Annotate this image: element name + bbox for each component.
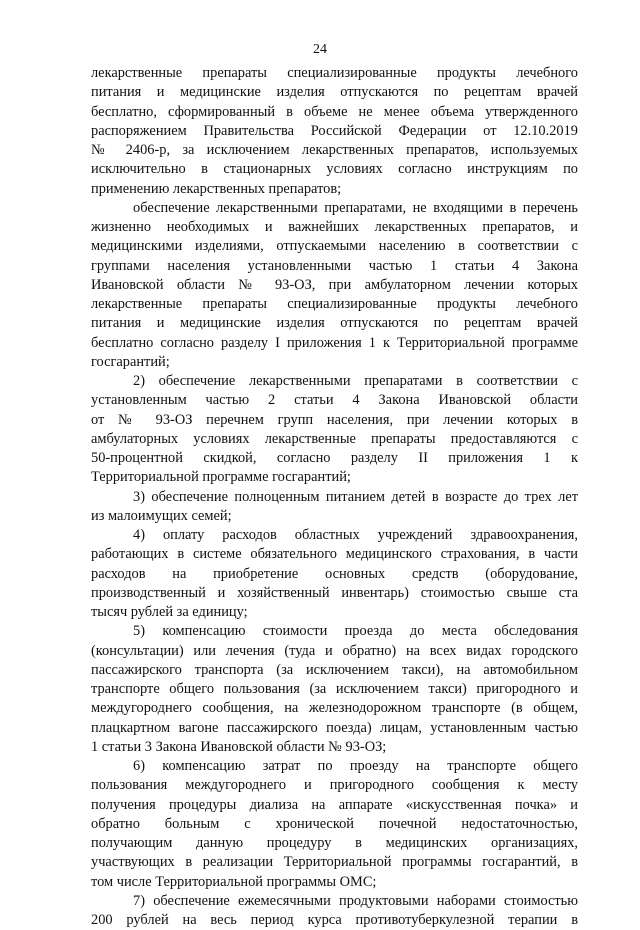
text-line: (консультации) или лечения (туда и обратно) на всех видах городского xyxy=(91,642,578,659)
text-line: питания и медицинские изделия отпускаются по рецептам врачей xyxy=(91,84,578,101)
text-line: установленным частью 2 статьи 4 Закона Ивановской области xyxy=(91,392,578,409)
text-line: расходов на приобретение основных средств (оборудование, xyxy=(91,565,578,582)
text-line: жизненно необходимых и важнейших лекарственных препаратов, и xyxy=(91,219,578,235)
text-line: Территориальной программе госгарантий; xyxy=(91,469,351,486)
text-line: плацкартном вагоне пассажирского поезда) лицам, установленным частью xyxy=(91,719,578,736)
text-line: обратно больным с хронической почечной недостаточностью, xyxy=(91,815,578,832)
text-line: применению лекарственных препаратов; xyxy=(91,180,342,197)
text-line: том числе Территориальной программы ОМС; xyxy=(91,873,377,890)
text-line: получающим данную процедуру в медицинских организациях, xyxy=(91,835,578,851)
text-line: из малоимущих семей; xyxy=(91,507,232,524)
text-line: обеспечение лекарственными препаратами, не входящими в перечень xyxy=(133,199,578,216)
text-line: Ивановской области № 93-ОЗ, при амбулаторном лечении которых xyxy=(91,276,578,293)
text-line: исключительно в стационарных условиях согласно инструкциям по xyxy=(91,161,578,178)
text-line: пассажирского транспорта (за исключением такси), на автомобильном xyxy=(91,661,578,678)
page-number: 24 xyxy=(313,42,327,57)
text-line: 2) обеспечение лекарственными препаратами в соответствии с xyxy=(133,373,578,389)
text-line: 200 рублей на весь период курса противотуберкулезной терапии в xyxy=(91,912,578,928)
text-line: медицинскими изделиями, отпускаемыми населению в соответствии с xyxy=(91,238,578,255)
text-line: распоряжением Правительства Российской Федерации от 12.10.2019 xyxy=(91,122,578,139)
text-line: 4) оплату расходов областных учреждений здравоохранения, xyxy=(133,527,578,543)
text-line: госгарантий; xyxy=(91,353,170,370)
body-text xyxy=(91,64,578,930)
text-line: лекарственные препараты специализированные продукты лечебного xyxy=(91,65,578,81)
text-line: лекарственные препараты специализированные продукты лечебного xyxy=(91,296,578,312)
text-line: пользования междугороднего и пригородного сообщения к месту xyxy=(91,777,578,794)
text-line: бесплатно согласно разделу I приложения 1 к Территориальной программе xyxy=(91,334,578,351)
text-line: 1 статьи 3 Закона Ивановской области № 93-ОЗ; xyxy=(91,738,387,755)
text-line: междугороднего сообщения, на железнодорожном транспорте (в общем, xyxy=(91,700,578,717)
text-line: 50-процентной скидкой, согласно разделу II приложения 1 к xyxy=(91,450,578,466)
text-line: группами населения установленными частью 1 статьи 4 Закона xyxy=(91,257,578,274)
text-line: производственный и хозяйственный инвентарь) стоимостью свыше ста xyxy=(91,584,578,601)
text-line: тысяч рублей за единицу; xyxy=(91,604,248,620)
text-line: 6) компенсацию затрат по проезду на транспорте общего xyxy=(133,758,578,774)
text-line: от № 93-ОЗ перечнем групп населения, при лечении которых в xyxy=(91,411,578,428)
text-line: 5) компенсацию стоимости проезда до места обследования xyxy=(133,623,578,640)
text-line: транспорте общего пользования (за исключением такси) пригородного и xyxy=(91,681,578,697)
text-line: участвующих в реализации Территориальной программы госгарантий, в xyxy=(91,854,578,871)
text-line: работающих в системе обязательного медицинского страхования, в части xyxy=(91,546,578,563)
text-line: питания и медицинские изделия отпускаются по рецептам врачей xyxy=(91,315,578,332)
text-line: получения процедуры диализа на аппарате «искусственная почка» и xyxy=(91,796,578,813)
text-line: амбулаторных условиях лекарственные препараты предоставляются с xyxy=(91,430,578,447)
text-line: 3) обеспечение полноценным питанием детей в возрасте до трех лет xyxy=(133,488,578,505)
text-line: № 2406-р, за исключением лекарственных препаратов, используемых xyxy=(91,142,578,158)
text-line: 7) обеспечение ежемесячными продуктовыми наборами стоимостью xyxy=(133,892,578,909)
text-line: бесплатно, сформированный в объеме не менее объема утвержденного xyxy=(91,103,578,120)
